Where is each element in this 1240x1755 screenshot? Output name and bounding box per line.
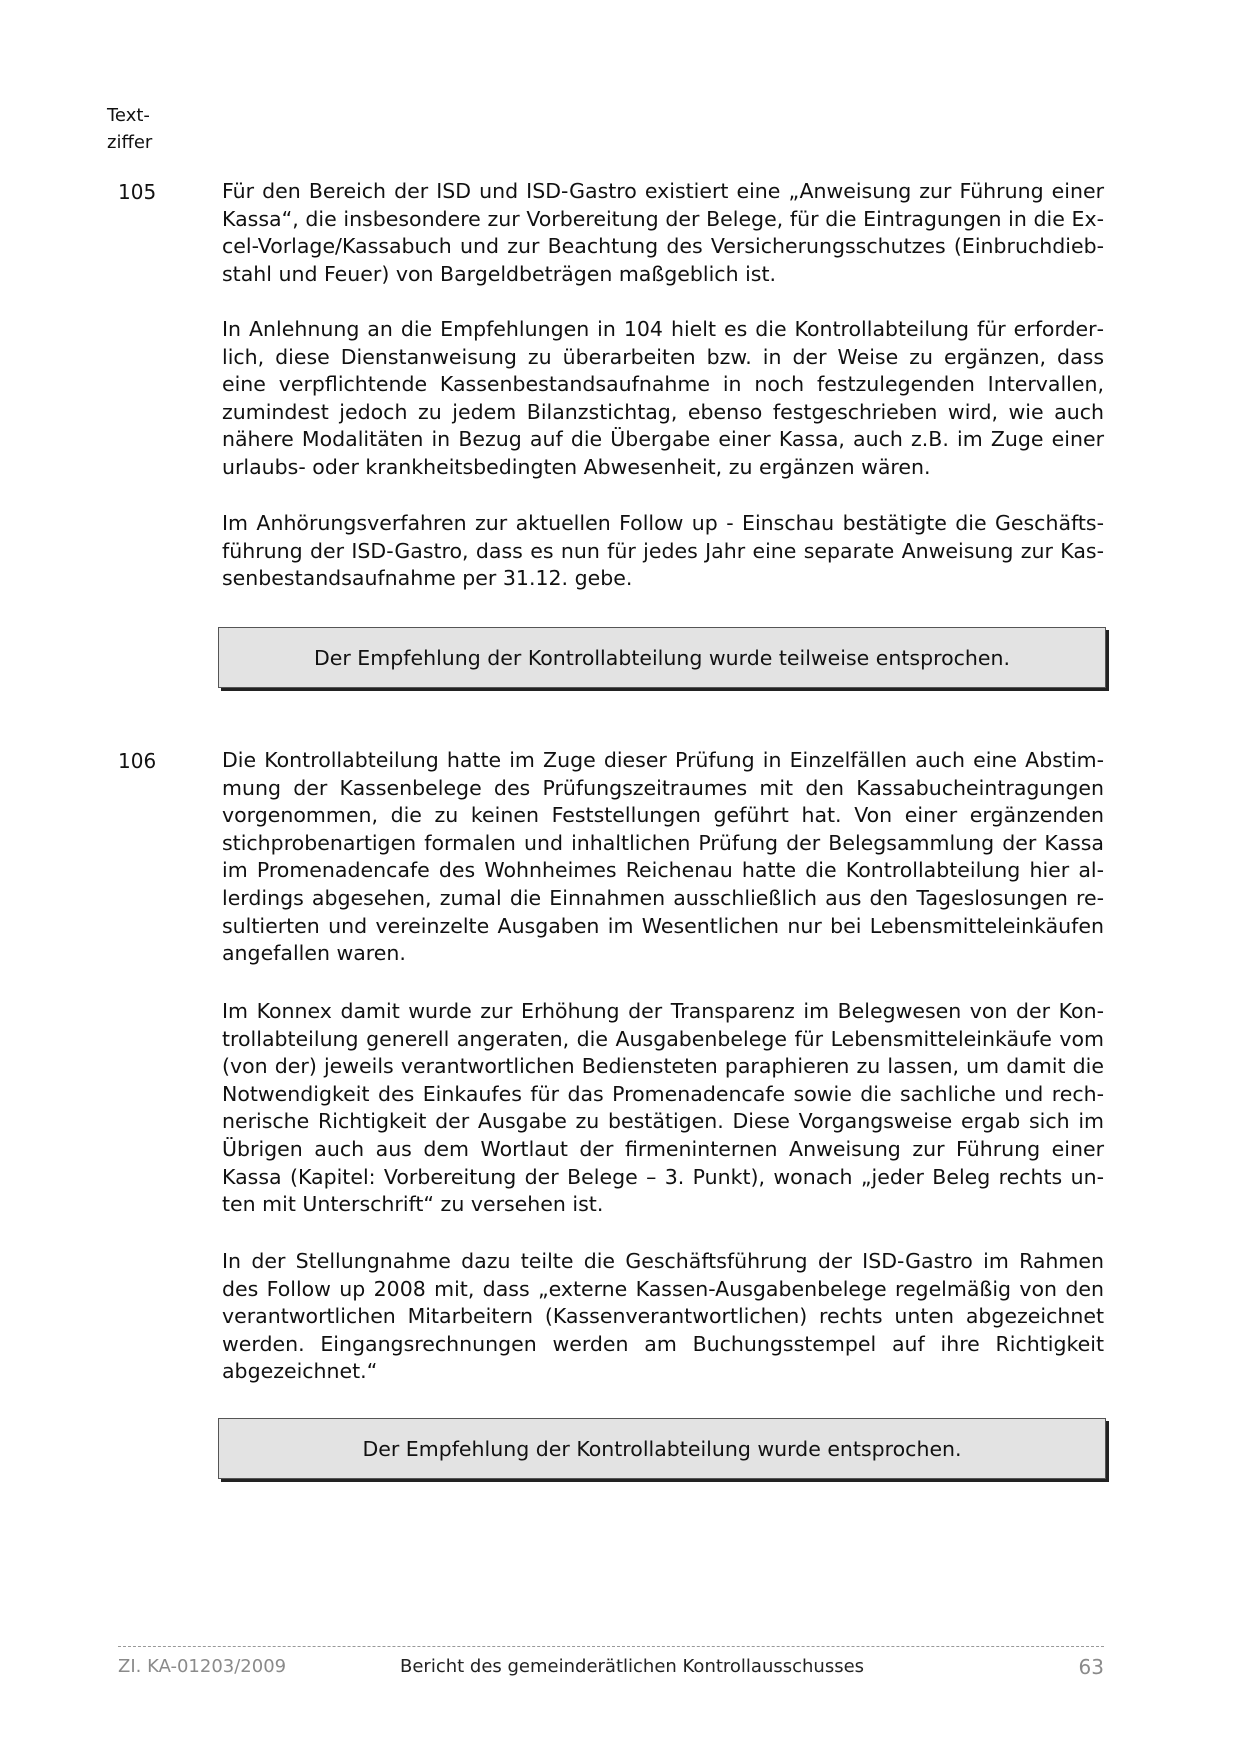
paragraph-105-1: Für den Bereich der ISD und ISD-Gastro existiert eine „Anweisung zur Führung einer Kassa“, die insbesondere zur Vorbereitung der Belege, für die Eintragungen in die Excel-Vorlage/Kassabuch und zur Beachtung des Versicherungsschutzes (Einbruchdiebstahl und Feuer) von Bargeldbeträgen maßgeblich ist. bbox=[222, 179, 1104, 286]
result-box-106-text: Der Empfehlung der Kontrollabteilung wurde entsprochen. bbox=[362, 1436, 962, 1461]
paragraph-105-2: In Anlehnung an die Empfehlungen in 104 hielt es die Kontrollabteilung für erforderlich, diese Dienstanweisung zu überarbeiten bzw. in der Weise zu ergänzen, dass eine verpflichtende Kassenbestandsaufnahme in noch festzulegenden Intervallen, zumindest jedoch zu jedem Bilanzstichtag, ebenso festgeschrieben wird, wie auch nähere Modalitäten in Bezug auf die Übergabe einer Kassa, auch z.B. im Zuge einer urlaubs- oder krankheitsbedingten Abwesenheit, zu ergänzen wären. bbox=[222, 317, 1104, 479]
paragraph-106-1: Die Kontrollabteilung hatte im Zuge dieser Prüfung in Einzelfällen auch eine Abstimmung der Kassenbelege des Prüfungszeitraumes mit den Kassabucheintragungen vorgenommen, die zu keinen Feststellungen geführt hat. Von einer ergänzenden stichprobenartigen formalen und inhaltlichen Prüfung der Belegsammlung der Kassa im Promenadencafe des Wohnheimes Reichenau hatte die Kontrollabteilung hier allerdings abgesehen, zumal die Einnahmen ausschließlich aus den Tageslosungen resultierten und vereinzelte Ausgaben im Wesentlichen nur bei Lebensmitteleinkäufen angefallen waren. bbox=[222, 748, 1104, 966]
paragraph-105-3: Im Anhörungsverfahren zur aktuellen Follow up - Einschau bestätigte die Geschäftsführung der ISD-Gastro, dass es nun für jedes Jahr eine separate Anweisung zur Kassenbestandsaufnahme per 31.12. gebe. bbox=[222, 511, 1104, 591]
margin-label-line-2: ziffer bbox=[107, 132, 153, 153]
footer-reference: ZI. KA-01203/2009 bbox=[118, 1656, 287, 1677]
page-number: 63 bbox=[1078, 1655, 1104, 1679]
result-box-105-text: Der Empfehlung der Kontrollabteilung wurde teilweise entsprochen. bbox=[313, 645, 1011, 670]
footer-divider bbox=[118, 1646, 1104, 1647]
textziffer-106: 106 bbox=[118, 749, 157, 773]
paragraph-106-3: In der Stellungnahme dazu teilte die Geschäftsführung der ISD-Gastro im Rahmen des Follow up 2008 mit, dass „externe Kassen-Ausgabenbelege regelmäßig von den verantwortlichen Mitarbeitern (Kassenverantwortlichen) rechts unten abgezeichnet werden. Eingangsrechnungen werden am Buchungsstempel auf ihre Richtigkeit abgezeichnet.“ bbox=[222, 1249, 1104, 1384]
textziffer-105: 105 bbox=[118, 180, 157, 204]
result-box-105 bbox=[218, 627, 1106, 688]
footer-title: Bericht des gemeinderätlichen Kontrollausschusses bbox=[400, 1656, 865, 1677]
margin-label-line-1: Text- bbox=[107, 105, 150, 126]
paragraph-106-2: Im Konnex damit wurde zur Erhöhung der Transparenz im Belegwesen von der Kontrollabteilung generell angeraten, die Ausgabenbelege für Lebensmitteleinkäufe vom (von der) jeweils verantwortlichen Bediensteten paraphieren zu lassen, um damit die Notwendigkeit des Einkaufes für das Promenadencafe sowie die sachliche und rechnerische Richtigkeit der Ausgabe zu bestätigen. Diese Vorgangsweise ergab sich im Übrigen auch aus dem Wortlaut der firmeninternen Anweisung zur Führung einer Kassa (Kapitel: Vorbereitung der Belege – 3. Punkt), wonach „jeder Beleg rechts unten mit Unterschrift“ zu versehen ist. bbox=[222, 999, 1104, 1217]
margin-label bbox=[107, 102, 152, 156]
result-box-106 bbox=[218, 1418, 1106, 1479]
